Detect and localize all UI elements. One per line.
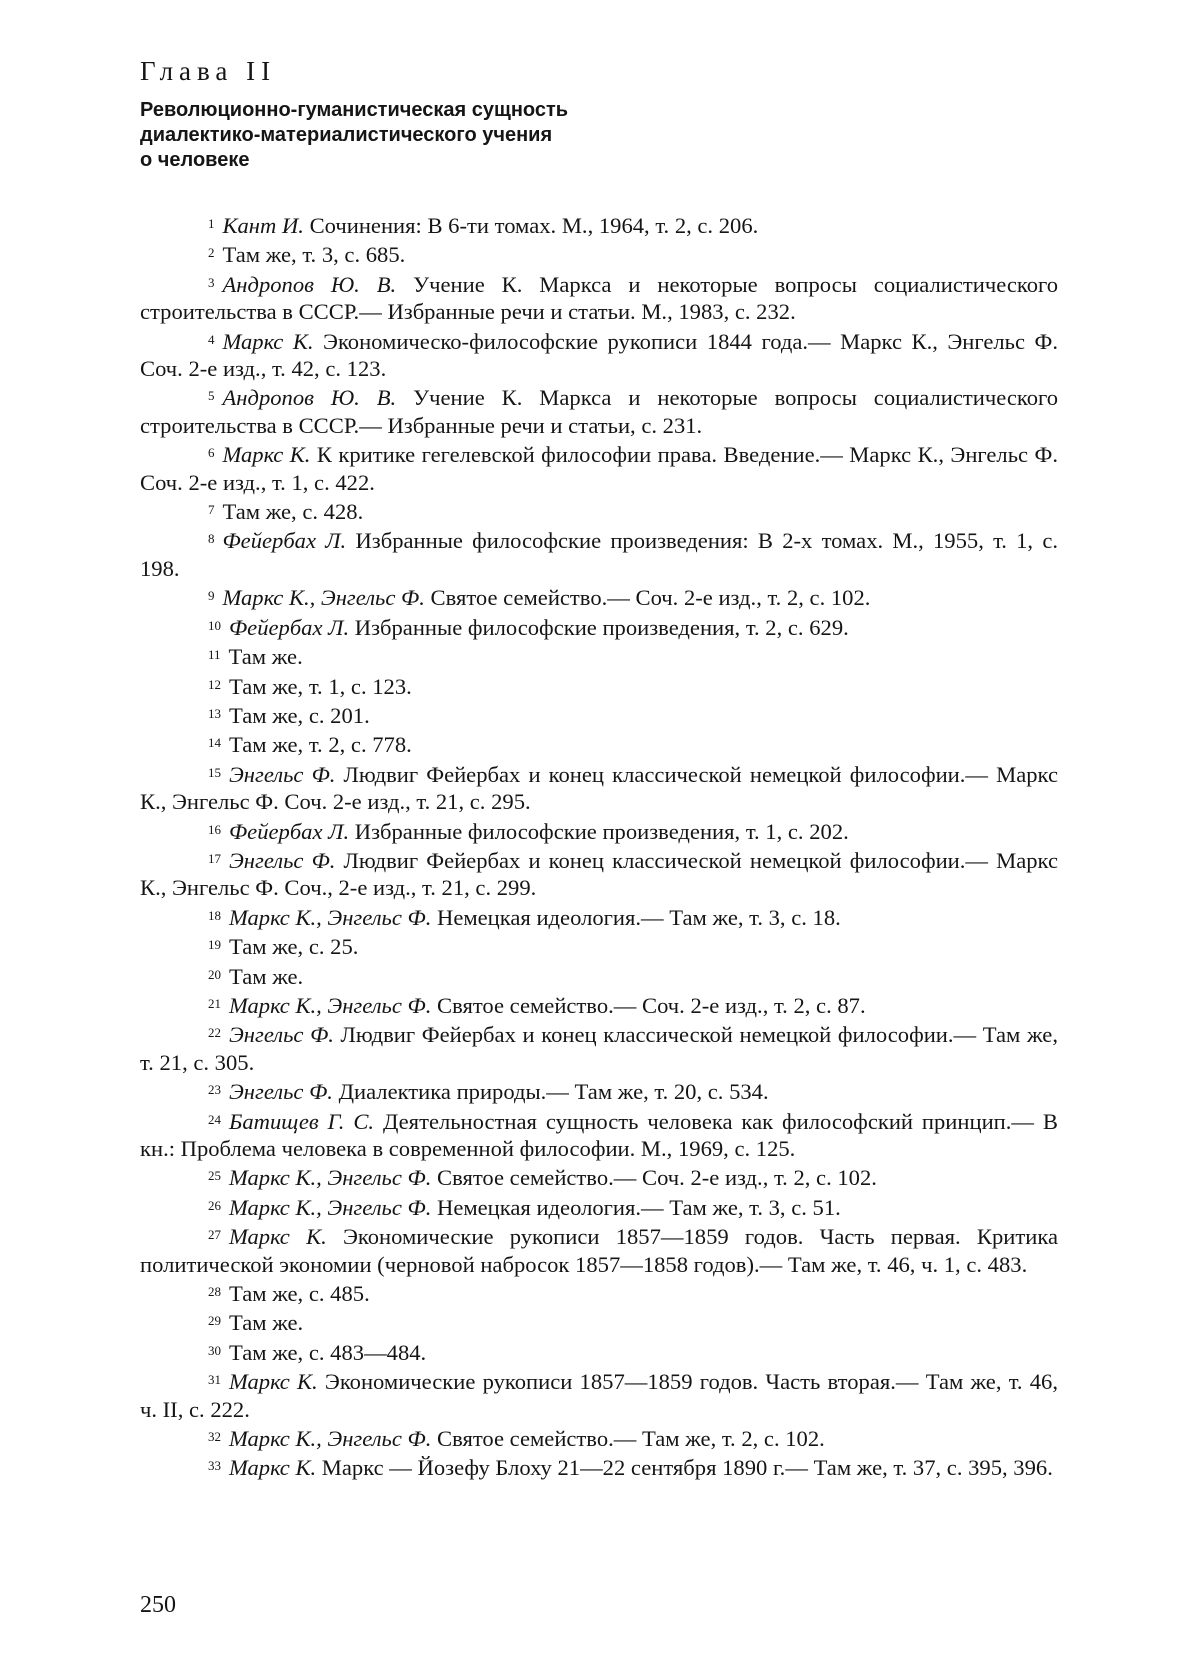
page-number: 250 — [140, 1592, 176, 1618]
footnote-text: Диалектика природы.— Там же, т. 20, с. 534. — [338, 1079, 769, 1105]
chapter-label: Глава II — [140, 56, 277, 86]
footnote-number: 5 — [208, 388, 215, 404]
footnote — [140, 990, 1058, 1019]
footnote-text: Учение К. Маркса и некоторые вопросы социалистического строительства в СССР.— Избранные речи и статьи, с. 231. — [140, 385, 1058, 438]
footnote-text: Там же, с. 428. — [222, 499, 364, 525]
footnote-number: 8 — [208, 531, 215, 547]
footnote — [140, 641, 1058, 670]
footnote — [140, 671, 1058, 700]
footnote-text: Там же, с. 201. — [229, 702, 370, 728]
footnote — [140, 1162, 1058, 1191]
footnote — [140, 496, 1058, 525]
footnote-text: Святое семейство.— Соч. 2-е изд., т. 2, с. 102. — [437, 1165, 877, 1191]
footnote — [140, 326, 1058, 383]
footnote-number: 30 — [208, 1342, 221, 1358]
footnote-text: Маркс — Йозефу Блоху 21—22 сентября 1890 г.— Там же, т. 37, с. 395, 396. — [321, 1455, 1053, 1481]
footnote — [140, 1221, 1058, 1278]
footnote-author: Энгельс Ф. — [229, 847, 336, 873]
footnote — [140, 729, 1058, 758]
footnote-text: Экономическо-философские рукописи 1844 года.— Маркс К., Энгельс Ф. Соч. 2-е изд., т. 42, с. 123. — [140, 328, 1059, 382]
footnote-number: 24 — [208, 1111, 221, 1127]
footnote-number: 20 — [208, 966, 221, 982]
footnote-text: Святое семейство.— Там же, т. 2, с. 102. — [437, 1426, 825, 1452]
footnote-number: 26 — [208, 1197, 221, 1213]
footnote-text: Там же. — [228, 644, 303, 670]
footnote-text: Там же, с. 483—484. — [229, 1339, 427, 1365]
footnote — [140, 759, 1058, 816]
footnote — [140, 1019, 1058, 1076]
footnote-text: Людвиг Фейербах и конец классической немецкой философии.— Там же, т. 21, с. 305. — [140, 1022, 1058, 1075]
footnote-number: 22 — [208, 1025, 221, 1041]
footnote-text: Избранные философские произведения: В 2-х томах. М., 1955, т. 1, с. 198. — [140, 528, 1058, 581]
footnote-author: Андропов Ю. В. — [222, 271, 397, 297]
footnote-number: 9 — [208, 588, 215, 604]
footnote-number: 3 — [208, 274, 215, 290]
footnote-number: 19 — [208, 937, 221, 953]
footnote-author: Маркс К., Энгельс Ф. — [229, 1194, 432, 1220]
footnote — [140, 525, 1058, 582]
footnote-author: Маркс К., Энгельс Ф. — [229, 904, 432, 930]
footnote-number: 33 — [208, 1458, 221, 1474]
footnote-author: Фейербах Л. — [229, 614, 350, 640]
footnote-number: 14 — [208, 735, 221, 751]
footnote-text: Избранные философские произведения, т. 1, с. 202. — [354, 818, 849, 844]
footnote — [140, 1366, 1058, 1423]
footnote-number: 28 — [208, 1284, 221, 1300]
footnote-text: Там же, т. 3, с. 685. — [222, 242, 406, 268]
footnote — [140, 845, 1058, 902]
footnote-text: Там же, т. 2, с. 778. — [229, 732, 412, 758]
footnote — [140, 239, 1058, 268]
footnote-author: Маркс К., Энгельс Ф. — [229, 992, 432, 1018]
footnote-number: 31 — [208, 1372, 221, 1388]
footnote-number: 7 — [208, 502, 215, 518]
footnote-number: 18 — [208, 907, 221, 923]
footnote-number: 25 — [208, 1168, 221, 1184]
footnote-text: Экономические рукописи 1857—1859 годов. Часть вторая.— Там же, т. 46, ч. II, с. 222. — [140, 1369, 1058, 1422]
footnote-number: 23 — [208, 1082, 221, 1098]
footnote — [140, 1307, 1058, 1336]
footnote — [140, 931, 1058, 960]
footnote-author: Батищев Г. С. — [229, 1108, 375, 1134]
footnote — [140, 1278, 1058, 1307]
section-title-line: о человеке — [140, 149, 250, 171]
footnote-author: Энгельс Ф. — [229, 761, 336, 787]
footnote-author: Маркс К. — [229, 1455, 317, 1481]
footnote — [140, 439, 1058, 496]
footnote-number: 27 — [208, 1227, 221, 1243]
footnote-text: Немецкая идеология.— Там же, т. 3, с. 51. — [437, 1194, 841, 1220]
footnote-author: Фейербах Л. — [229, 818, 350, 844]
footnote-author: Кант И. — [222, 213, 304, 238]
footnote-number: 11 — [208, 647, 221, 663]
footnote — [140, 1423, 1058, 1452]
footnote — [140, 269, 1058, 326]
footnote-number: 10 — [208, 617, 221, 633]
section-title-line: Революционно-гуманистическая сущность — [140, 99, 569, 121]
footnote-text: Людвиг Фейербах и конец классической немецкой философии.— Маркс К., Энгельс Ф. Соч., 2-е изд., т. 21, с. 299. — [140, 847, 1058, 901]
footnote-author: Маркс К., Энгельс Ф. — [222, 585, 425, 611]
footnote-number: 32 — [208, 1429, 221, 1445]
footnote-number: 29 — [208, 1313, 221, 1329]
footnote-text: Там же, с. 25. — [229, 934, 359, 960]
footnotes-list — [140, 210, 1058, 1482]
footnote — [140, 1076, 1058, 1105]
footnote-text: Святое семейство.— Соч. 2-е изд., т. 2, с. 102. — [430, 585, 871, 611]
footnote-text: Там же. — [229, 963, 304, 989]
footnote-text: Людвиг Фейербах и конец классической немецкой философии.— Маркс К., Энгельс Ф. Соч. 2-е изд., т. 21, с. 295. — [140, 761, 1058, 815]
footnote — [140, 382, 1058, 439]
footnote — [140, 1192, 1058, 1221]
footnote-number: 2 — [208, 245, 215, 261]
footnote — [140, 1452, 1058, 1481]
footnote-author: Энгельс Ф. — [229, 1022, 334, 1048]
footnote-number: 12 — [208, 676, 221, 692]
footnote-author: Маркс К. — [229, 1224, 327, 1250]
footnote — [140, 210, 1058, 239]
footnote-text: Там же. — [229, 1310, 304, 1336]
footnote-text: Учение К. Маркса и некоторые вопросы социалистического строительства в СССР.— Избранные речи и статьи. М., 1983, с. 232. — [140, 271, 1058, 325]
footnote-text: Святое семейство.— Соч. 2-е изд., т. 2, с. 87. — [437, 992, 866, 1018]
footnote-number: 16 — [208, 821, 221, 837]
footnote-number: 6 — [208, 445, 215, 461]
footnote — [140, 1337, 1058, 1366]
footnote — [140, 961, 1058, 990]
footnote-number: 15 — [208, 764, 221, 780]
footnote — [140, 700, 1058, 729]
footnote — [140, 612, 1058, 641]
footnote — [140, 902, 1058, 931]
footnote-author: Фейербах Л. — [222, 528, 347, 554]
footnote-author: Маркс К., Энгельс Ф. — [229, 1426, 432, 1452]
footnote-text: Там же, с. 485. — [229, 1281, 370, 1307]
footnote — [140, 816, 1058, 845]
footnote-number: 1 — [208, 216, 215, 231]
section-title-line: диалектико-материалистического учения — [140, 124, 553, 146]
footnote-author: Маркс К., Энгельс Ф. — [229, 1165, 432, 1191]
footnote-number: 13 — [208, 705, 221, 721]
footnote-text: Там же, т. 1, с. 123. — [229, 673, 412, 699]
footnote-author: Маркс К. — [229, 1369, 318, 1395]
footnote-author: Энгельс Ф. — [229, 1079, 333, 1105]
footnote-number: 17 — [208, 850, 221, 866]
footnote-text: Экономические рукописи 1857—1859 годов. Часть первая. Критика политической экономии (черновой набросок 1857—1858 годов).— Там же, т. 46, ч. 1, с. 483. — [140, 1224, 1059, 1277]
footnote-text: К критике гегелевской философии права. Введение.— Маркс К., Энгельс Ф. Соч. 2-е изд., т. 1, с. 422. — [140, 442, 1058, 495]
footnote-author: Андропов Ю. В. — [222, 385, 397, 411]
footnote-author: Маркс К. — [222, 328, 314, 354]
footnote — [140, 582, 1058, 611]
footnote-text: Немецкая идеология.— Там же, т. 3, с. 18. — [437, 904, 841, 930]
section-title — [140, 98, 840, 173]
footnote-text: Сочинения: В 6-ти томах. М., 1964, т. 2, с. 206. — [309, 213, 759, 238]
footnote-number: 4 — [208, 331, 215, 347]
footnote-text: Избранные философские произведения, т. 2, с. 629. — [354, 614, 849, 640]
footnote-author: Маркс К. — [222, 442, 311, 468]
footnote — [140, 1106, 1058, 1163]
footnote-number: 21 — [208, 995, 221, 1011]
footnote-text: Деятельностная сущность человека как философский принцип.— В кн.: Проблема человека в современной философии. М., 1969, с. 125. — [140, 1108, 1058, 1161]
